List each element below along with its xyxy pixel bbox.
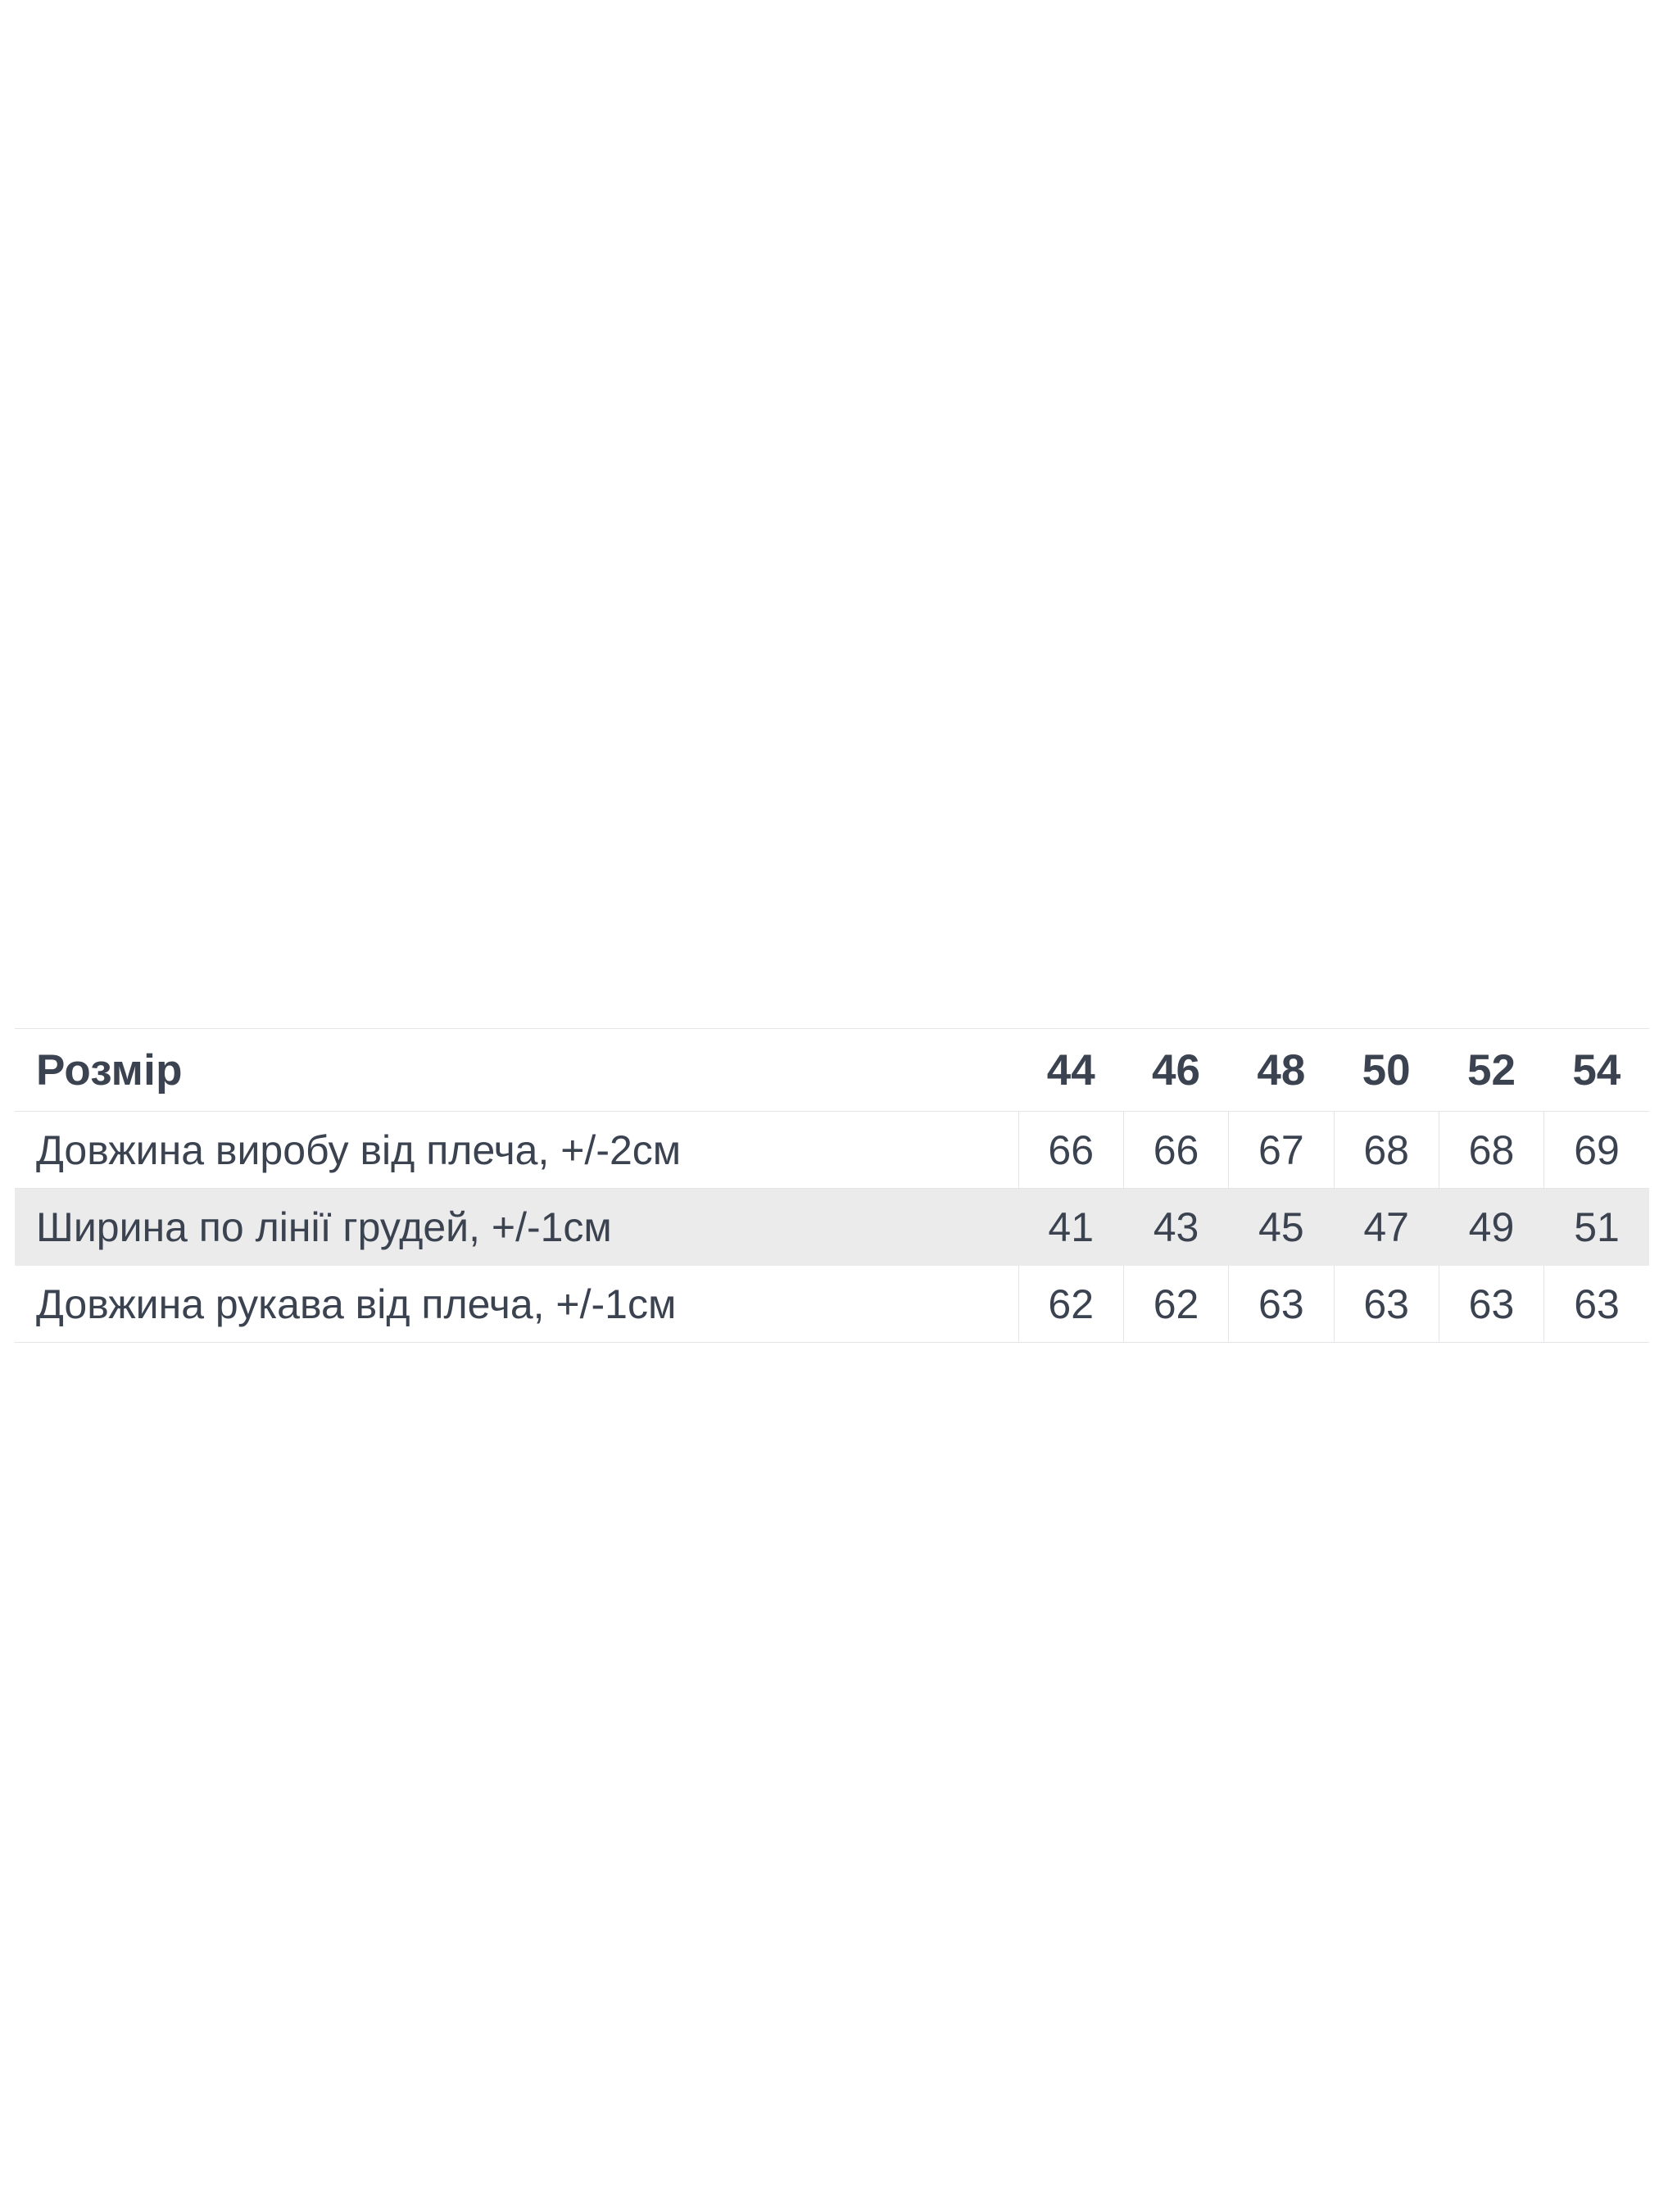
cell-sleeve-length-52: 63 [1439,1266,1543,1343]
header-label-size: Розмір [15,1029,1018,1112]
cell-sleeve-length-50: 63 [1334,1266,1439,1343]
table-header-row [15,1029,1649,1112]
cell-product-length-52: 68 [1439,1112,1543,1189]
header-size-54: 54 [1544,1029,1649,1112]
cell-sleeve-length-46: 62 [1123,1266,1228,1343]
cell-chest-width-50: 47 [1334,1189,1439,1266]
cell-sleeve-length-48: 63 [1229,1266,1334,1343]
cell-chest-width-54: 51 [1544,1189,1649,1266]
cell-product-length-46: 66 [1123,1112,1228,1189]
header-size-48: 48 [1229,1029,1334,1112]
cell-product-length-54: 69 [1544,1112,1649,1189]
header-size-50: 50 [1334,1029,1439,1112]
row-label-chest-width: Ширина по лінії грудей, +/-1см [15,1189,1018,1266]
cell-sleeve-length-54: 63 [1544,1266,1649,1343]
cell-chest-width-46: 43 [1123,1189,1228,1266]
header-size-52: 52 [1439,1029,1543,1112]
size-table-head [15,1029,1649,1112]
size-table-container [15,1028,1649,1343]
table-row [15,1112,1649,1189]
size-table-body [15,1112,1649,1343]
row-label-product-length: Довжина виробу від плеча, +/-2см [15,1112,1018,1189]
size-table [15,1028,1649,1343]
header-size-44: 44 [1018,1029,1123,1112]
cell-chest-width-44: 41 [1018,1189,1123,1266]
cell-product-length-48: 67 [1229,1112,1334,1189]
header-size-46: 46 [1123,1029,1228,1112]
cell-product-length-44: 66 [1018,1112,1123,1189]
table-row [15,1189,1649,1266]
cell-chest-width-48: 45 [1229,1189,1334,1266]
cell-product-length-50: 68 [1334,1112,1439,1189]
row-label-sleeve-length: Довжина рукава від плеча, +/-1см [15,1266,1018,1343]
cell-sleeve-length-44: 62 [1018,1266,1123,1343]
table-row [15,1266,1649,1343]
cell-chest-width-52: 49 [1439,1189,1543,1266]
